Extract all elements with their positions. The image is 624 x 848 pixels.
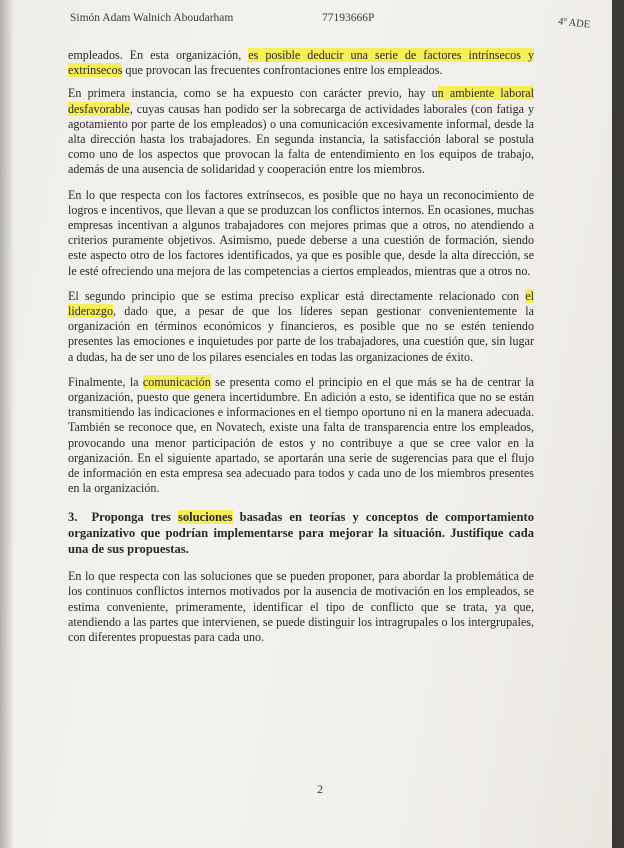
highlight-factors: es posible deducir una serie de factores intrínsecos y extrínsecos — [68, 48, 534, 78]
paragraph-ambiente-text-end: , cuyas causas han podido ser la sobrecarga de actividades laborales (con fatiga y agotamiento por parte de los empleados) o una comunicación excesivamente informal, desde la alta dirección hasta los trabajadores. En segunda instancia, la satisfacción laboral se postula como uno de los aspectos que provocan la falta de entendimiento en los equipos de trabajo, además de una ausencia de solidaridad y cooperación entre los miembros. — [68, 101, 534, 177]
question-text-end: basadas en teorías y conceptos de comportamiento organizativo que podrían implementarse para mejorar la situación. Justifique cada una de sus propuestas. — [68, 510, 534, 556]
highlight-soluciones: soluciones — [177, 510, 233, 525]
question-3 — [68, 510, 534, 557]
question-text: Proponga tres — [91, 510, 178, 525]
paragraph-answer: En lo que respecta con las soluciones que se pueden proponer, para abordar la problemática de los continuos conflictos internos motivados por la ausencia de motivación en los empleados, se estima conveniente, primeramente, identificar el tipo de conflicto que se trata, ya que, atendiendo a las partes que intervienen, se puede distinguir los intragrupales o los intergrupales, con diferentes propuestas para cada uno. — [68, 569, 534, 645]
paragraph-liderazgo — [68, 289, 534, 365]
question-number: 3. — [68, 510, 78, 525]
page-number: 2 — [317, 782, 323, 796]
highlight-ambiente-laboral: n ambiente laboral desfavorable — [68, 86, 535, 116]
highlight-liderazgo: el liderazgo — [68, 288, 534, 319]
paragraph-intro — [68, 48, 534, 78]
paragraph-intro-text-end: que provocan las frecuentes confrontaciones entre los empleados. — [122, 63, 443, 78]
document-body — [68, 48, 534, 655]
page-fold-shadow — [0, 0, 14, 848]
paragraph-comunicacion — [68, 375, 534, 497]
paragraph-ambiente — [68, 86, 534, 177]
paragraph-extrinsecos: En lo que respecta con los factores extrínsecos, es posible que no haya un reconocimiento de logros e incentivos, que llevan a que se produzcan los conflictos internos. En ocasiones, muchas empresas incentivan a algunos trabajadores con mejores primas que a otros, no atendiendo a criterios puramente objetivos. Asimismo, puede deberse a una cuestión de formación, siendo este aspecto otro de los factores identificados, ya que es posible que, desde la alta dirección, se le esté ofreciendo una mejora de las competencias a ciertos empleados, mientras que a otros no. — [68, 187, 534, 278]
highlight-comunicacion: comunicación — [142, 374, 211, 389]
header-student-id: 77193666P — [322, 12, 375, 24]
paragraph-ambiente-text: En primera instancia, como se ha expuesto con carácter previo, hay u — [68, 86, 438, 101]
page-right-edge — [612, 0, 618, 848]
header-handwritten-marker: 4º ADE — [557, 16, 591, 31]
paragraph-comunicacion-text-end: se presenta como el principio en el que más se ha de centrar la organización, puesto que genera incertidumbre. En adición a esto, se identifica que no se están transmitiendo las indicaciones e informaciones en el tiempo oportuno ni en la manera adecuada. También se reconoce que, en Novatech, existe una falta de transparencia entre los empleados, provocando una menor participación de estos y no contribuye a que se cree valor en la organización. En el siguiente apartado, se aportarán una serie de sugerencias para que el flujo de información en esta empresa sea adecuado para todos y cada uno de los miembros presentes en la organización. — [68, 374, 534, 496]
header-author: Simón Adam Walnich Aboudarham — [70, 12, 234, 24]
paragraph-liderazgo-text-end: , dado que, a pesar de que los líderes sepan gestionar convenientemente la organización en términos económicos y financieros, es posible que no se estén teniendo presentes las emociones e inquietudes por parte de los trabajadores, una cuestión que, sin lugar a dudas, ha de ser uno de los pilares esenciales en todas las organizaciones de éxito. — [68, 304, 534, 364]
paragraph-intro-text: empleados. En esta organización, — [68, 48, 249, 62]
paragraph-liderazgo-text: El segundo principio que se estima preciso explicar está directamente relacionado con — [68, 288, 526, 303]
paragraph-comunicacion-text: Finalmente, la — [68, 374, 143, 389]
